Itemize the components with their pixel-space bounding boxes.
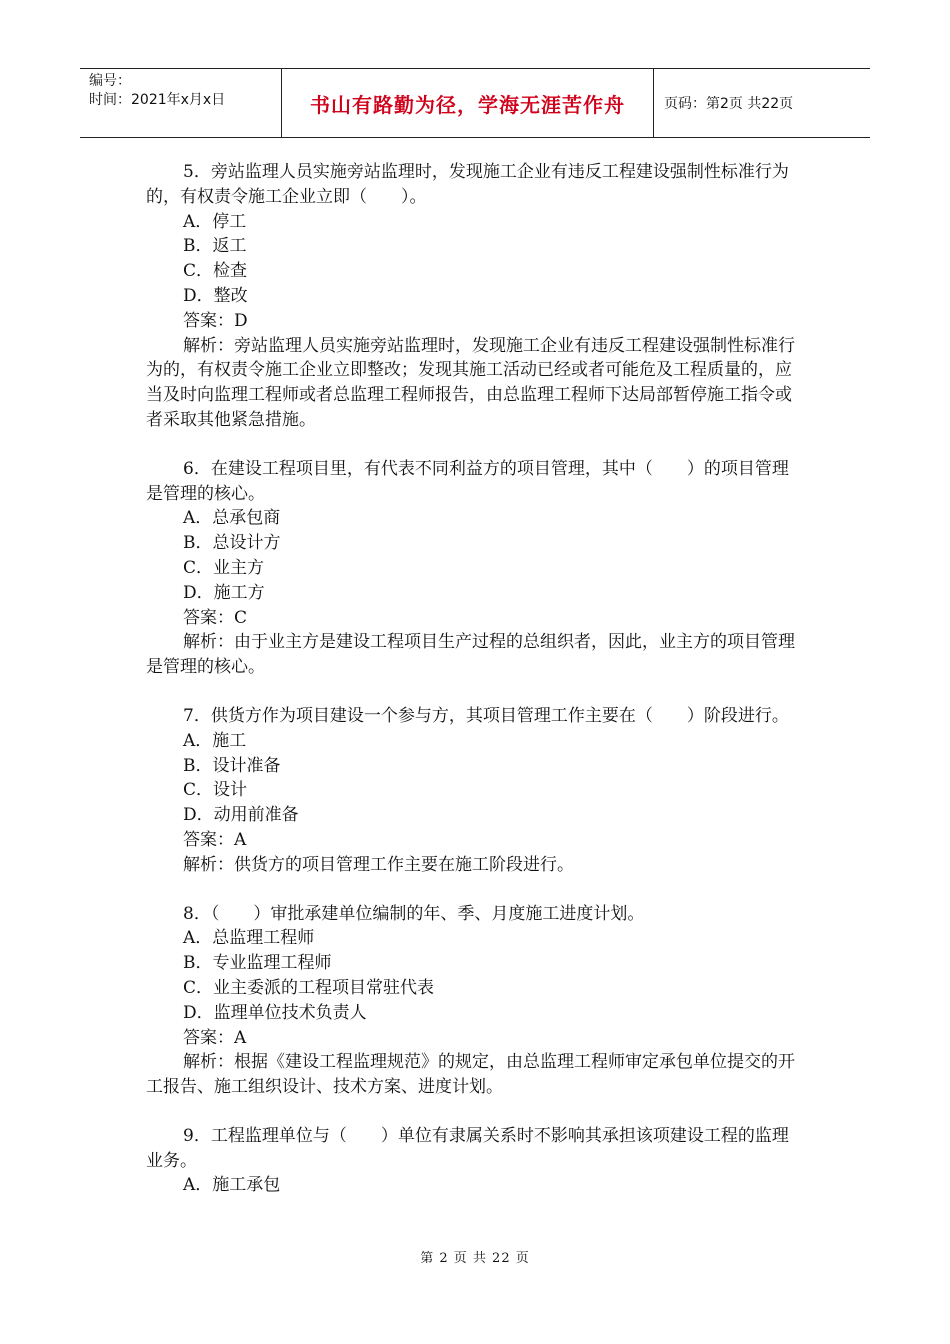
question-option: D．监理单位技术负责人: [183, 1002, 367, 1023]
question-option: A．施工: [183, 730, 247, 751]
header-page-info: 页码：第2页 共22页: [664, 96, 794, 112]
header-meta-cell: [80, 69, 282, 137]
page-footer: 第 2 页 共 22 页: [420, 1251, 530, 1266]
question-gap: [146, 680, 802, 704]
question-stem: 7．供货方作为项目建设一个参与方，其项目管理工作主要在（ ）阶段进行。: [183, 705, 789, 726]
question-analysis: 解析：供货方的项目管理工作主要在施工阶段进行。: [183, 854, 574, 875]
question-stem: 9．工程监理单位与（ ）单位有隶属关系时不影响其承担该项建设工程的监理业务。: [146, 1125, 789, 1171]
question-option: D．动用前准备: [183, 805, 299, 826]
question-gap: [146, 878, 802, 902]
question-option: C．业主委派的工程项目常驻代表: [183, 977, 435, 998]
page-header: [80, 68, 870, 138]
question-stem: 5．旁站监理人员实施旁站监理时，发现施工企业有违反工程建设强制性标准行为的，有权责令施工企业立即（ ）。: [146, 162, 789, 207]
question-option: C．检查: [183, 261, 248, 282]
question-option: A．总承包商: [183, 508, 281, 529]
question-option: B．设计准备: [183, 755, 281, 776]
question-option: C．设计: [183, 780, 248, 801]
header-motto: 书山有路勤为径，学海无涯苦作舟: [282, 69, 654, 137]
question-list: [146, 160, 802, 1198]
question-analysis: 解析：旁站监理人员实施旁站监理时，发现施工企业有违反工程建设强制性标准行为的，有权责令施工企业立即整改；发现其施工活动已经或者可能危及工程质量的，应当及时向监理工程师或者总监理工程师报告，由总监理工程师下达局部暂停施工指令或者采取其他紧急措施。: [146, 335, 795, 430]
question-answer: 答案：A: [183, 1027, 247, 1048]
question-option: A．总监理工程师: [183, 928, 315, 949]
question-option: B．专业监理工程师: [183, 953, 332, 974]
question-option: D．施工方: [183, 582, 265, 603]
question-answer: 答案：A: [183, 829, 247, 850]
question-stem: 6．在建设工程项目里，有代表不同利益方的项目管理，其中（ ）的项目管理是管理的核心。: [146, 458, 789, 504]
document-time-label: 时间：2021年x月x日: [89, 92, 226, 108]
question-option: B．总设计方: [183, 533, 281, 554]
question-analysis: 解析：根据《建设工程监理规范》的规定，由总监理工程师审定承包单位提交的开工报告、施工组织设计、技术方案、进度计划。: [146, 1052, 795, 1098]
question-stem: 8．（ ）审批承建单位编制的年、季、月度施工进度计划。: [183, 903, 645, 924]
question-answer: 答案：C: [183, 607, 248, 628]
question-option: D．整改: [183, 285, 248, 306]
question-analysis: 解析：由于业主方是建设工程项目生产过程的总组织者，因此，业主方的项目管理是管理的核心。: [146, 632, 795, 678]
question-option: C．业主方: [183, 557, 265, 578]
question-gap: [146, 1100, 802, 1124]
document-number-label: 编号：: [89, 73, 131, 89]
question-answer: 答案：D: [183, 310, 248, 331]
question-option: A．停工: [183, 211, 247, 232]
question-option: A．施工承包: [183, 1175, 281, 1196]
question-gap: [146, 433, 802, 457]
question-option: B．返工: [183, 236, 247, 257]
